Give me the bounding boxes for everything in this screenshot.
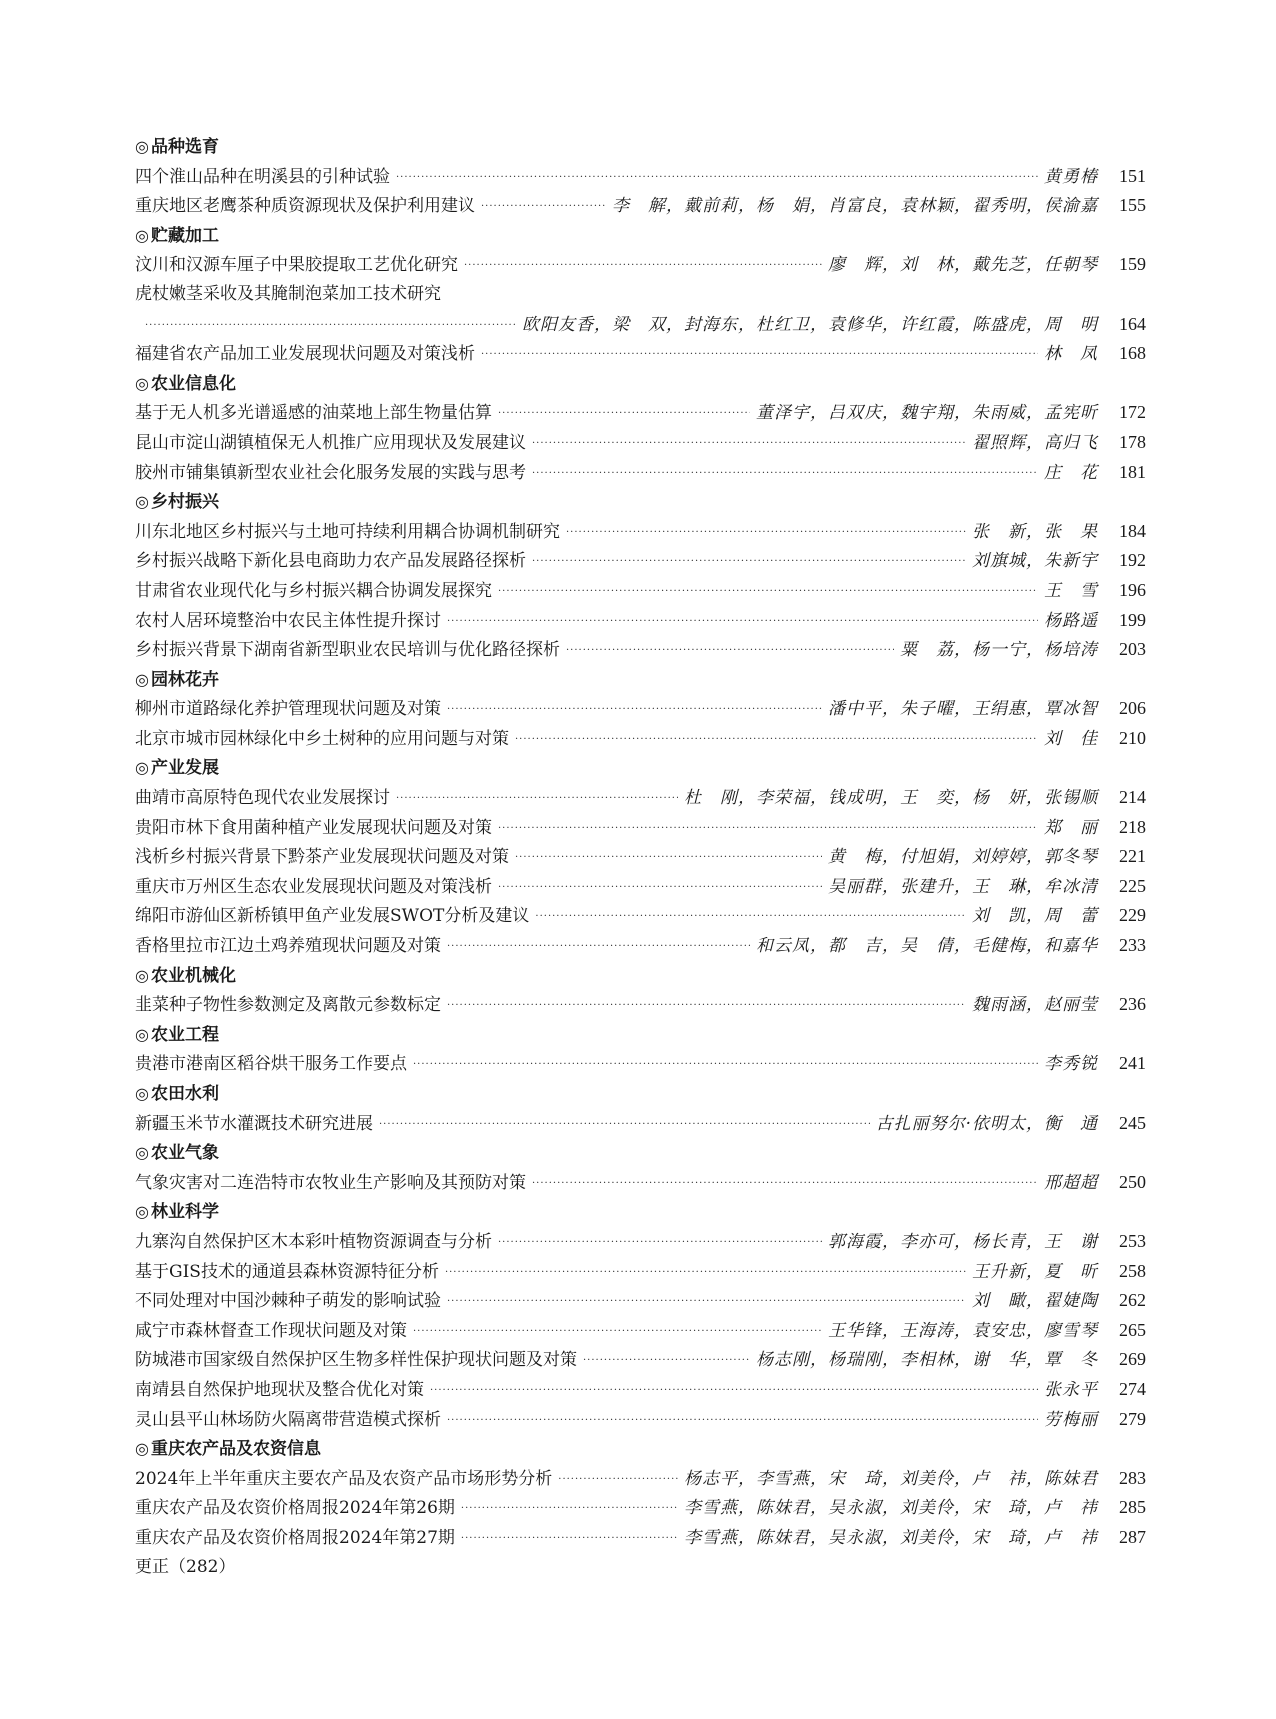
- toc-entry[interactable]: [135, 1257, 1146, 1287]
- entry-page: 218: [1119, 816, 1146, 837]
- toc-entry[interactable]: [135, 635, 1146, 665]
- section-title: 农业工程: [150, 1024, 219, 1045]
- section-mark-icon: ◎: [135, 492, 149, 512]
- entry-page: 229: [1119, 905, 1146, 926]
- entry-authors: 刘 佳: [1044, 728, 1098, 749]
- entry-title: 不同处理对中国沙棘种子萌发的影响试验: [135, 1291, 441, 1312]
- entry-title: 基于无人机多光谱遥感的油菜地上部生物量估算: [135, 403, 492, 424]
- leader-dots: [535, 902, 966, 932]
- entry-page: 269: [1119, 1349, 1146, 1370]
- entry-page: 250: [1119, 1171, 1146, 1192]
- leader-dots: [430, 1376, 1038, 1406]
- entry-page: 151: [1119, 165, 1146, 186]
- section-heading: [135, 132, 1146, 162]
- entry-title: 川东北地区乡村振兴与土地可持续利用耦合协调机制研究: [135, 521, 560, 542]
- entry-page: 265: [1119, 1319, 1146, 1340]
- toc-entry[interactable]: [135, 606, 1146, 636]
- entry-authors: 黄勇椿: [1044, 166, 1098, 187]
- entry-authors: 王升新，夏 昕: [972, 1261, 1098, 1282]
- entry-page: 210: [1119, 727, 1146, 748]
- entry-page: 164: [1119, 313, 1146, 334]
- section-mark-icon: ◎: [135, 758, 149, 778]
- leader-dots: [145, 311, 516, 341]
- entry-title: 香格里拉市江边土鸡养殖现状问题及对策: [135, 936, 441, 957]
- section-heading: [135, 369, 1146, 399]
- entry-authors: 李雪燕，陈妹君，吴永淑，刘美伶，宋 琦，卢 祎: [684, 1498, 1098, 1519]
- entry-page: 283: [1119, 1467, 1146, 1488]
- entry-authors: 林 凤: [1044, 344, 1098, 365]
- toc-entry[interactable]: [135, 931, 1146, 961]
- toc-entry[interactable]: [135, 517, 1146, 547]
- section-title: 重庆农产品及农资信息: [150, 1439, 321, 1460]
- entry-page: 181: [1119, 461, 1146, 482]
- leader-dots: [461, 1494, 678, 1524]
- section-heading: [135, 1079, 1146, 1109]
- entry-page: 233: [1119, 935, 1146, 956]
- entry-page: 225: [1119, 875, 1146, 896]
- toc-entry[interactable]: [135, 310, 1146, 340]
- entry-authors: 张 新，张 果: [972, 521, 1098, 542]
- table-of-contents: [135, 132, 1146, 1582]
- entry-authors: 董泽宇，吕双庆，魏宇翔，朱雨威，孟宪昕: [756, 403, 1098, 424]
- entry-page: 184: [1119, 520, 1146, 541]
- toc-entry[interactable]: [135, 280, 1146, 310]
- entry-page: 274: [1119, 1378, 1146, 1399]
- entry-authors: 杨志平，李雪燕，宋 琦，刘美伶，卢 祎，陈妹君: [684, 1468, 1098, 1489]
- section-title: 园林花卉: [150, 669, 219, 690]
- section-mark-icon: ◎: [135, 373, 149, 393]
- entry-authors: 庄 花: [1044, 462, 1098, 483]
- toc-entry[interactable]: [135, 398, 1146, 428]
- leader-dots: [558, 1465, 678, 1495]
- toc-entry[interactable]: [135, 1464, 1146, 1494]
- section-title: 产业发展: [150, 758, 219, 779]
- toc-entry[interactable]: [135, 1345, 1146, 1375]
- entry-title: 虎杖嫩茎采收及其腌制泡菜加工技术研究: [135, 283, 441, 304]
- section-title: 乡村振兴: [150, 492, 219, 513]
- section-title: 农田水利: [150, 1084, 219, 1104]
- section-mark-icon: ◎: [135, 1202, 149, 1222]
- section-title: 林业科学: [150, 1202, 219, 1223]
- entry-authors: 翟照辉，高归飞: [972, 432, 1098, 453]
- entry-title: 防城港市国家级自然保护区生物多样性保护现状问题及对策: [135, 1350, 577, 1371]
- entry-page: 285: [1119, 1497, 1146, 1518]
- toc-entry[interactable]: [135, 872, 1146, 902]
- entry-title: 浅析乡村振兴背景下黔茶产业发展现状问题及对策: [135, 847, 509, 868]
- entry-authors: 廖 辉，刘 林，戴先芝，任朝琴: [828, 255, 1098, 276]
- entry-title: 灵山县平山林场防火隔离带营造模式探析: [135, 1409, 441, 1430]
- toc-entry[interactable]: [135, 162, 1146, 192]
- entry-title: 咸宁市森林督查工作现状问题及对策: [135, 1320, 407, 1341]
- section-mark-icon: ◎: [135, 1439, 149, 1459]
- entry-page: 178: [1119, 431, 1146, 452]
- entry-title: 胶州市铺集镇新型农业社会化服务发展的实践与思考: [135, 462, 526, 483]
- toc-entry[interactable]: [135, 1168, 1146, 1198]
- toc-entry[interactable]: [135, 339, 1146, 369]
- toc-entry[interactable]: [135, 694, 1146, 724]
- entry-authors: 杨志刚，杨瑞刚，李相林，谢 华，覃 冬: [756, 1350, 1098, 1371]
- toc-entry[interactable]: [135, 1523, 1146, 1553]
- entry-page: 214: [1119, 787, 1146, 808]
- toc-entry[interactable]: [135, 990, 1146, 1020]
- section-heading: [135, 665, 1146, 695]
- leader-dots: [447, 1406, 1038, 1436]
- entry-authors: 郭海霞，李亦可，杨长青，王 谢: [828, 1231, 1098, 1252]
- entry-authors: 王华锋，王海涛，袁安忠，廖雪琴: [828, 1320, 1098, 1341]
- entry-title: 昆山市淀山湖镇植保无人机推广应用现状及发展建议: [135, 432, 526, 453]
- leader-dots: [481, 192, 606, 222]
- entry-page: 196: [1119, 579, 1146, 600]
- toc-entry[interactable]: [135, 901, 1146, 931]
- entry-authors: 李 解，戴前莉，杨 娟，肖富良，袁林颖，翟秀明，侯渝嘉: [612, 196, 1098, 217]
- leader-dots: [447, 607, 1038, 637]
- section-mark-icon: ◎: [135, 1084, 149, 1103]
- toc-entry[interactable]: [135, 842, 1146, 872]
- entry-authors: 刘 瞰，翟婕陶: [972, 1291, 1098, 1312]
- leader-dots: [464, 251, 822, 281]
- entry-title: 汶川和汉源车厘子中果胶提取工艺优化研究: [135, 255, 458, 276]
- entry-page: 262: [1119, 1290, 1146, 1311]
- leader-dots: [532, 429, 966, 459]
- section-title: 贮藏加工: [150, 225, 219, 246]
- section-mark-icon: ◎: [135, 137, 149, 156]
- entry-title: 北京市城市园林绿化中乡土树种的应用问题与对策: [135, 728, 509, 749]
- entry-title: 乡村振兴战略下新化县电商助力农产品发展路径探析: [135, 551, 526, 572]
- entry-page: 203: [1119, 639, 1146, 660]
- section-mark-icon: ◎: [135, 225, 149, 245]
- section-heading: [135, 1434, 1146, 1464]
- entry-authors: 王 雪: [1044, 580, 1098, 601]
- entry-authors: 李秀锐: [1044, 1054, 1098, 1075]
- leader-dots: [396, 163, 1038, 193]
- entry-authors: 李雪燕，陈妹君，吴永淑，刘美伶，宋 琦，卢 祎: [684, 1527, 1098, 1548]
- leader-dots: [583, 1346, 750, 1376]
- leader-dots: [413, 1317, 822, 1347]
- entry-title: 基于GIS技术的通道县森林资源特征分析: [135, 1261, 439, 1282]
- section-mark-icon: ◎: [135, 1143, 149, 1163]
- toc-entry[interactable]: [135, 1109, 1146, 1139]
- entry-page: 241: [1119, 1053, 1146, 1074]
- entry-page: 245: [1119, 1112, 1146, 1133]
- entry-authors: 张永平: [1044, 1379, 1098, 1400]
- entry-page: 159: [1119, 254, 1146, 275]
- entry-title: 贵阳市林下食用菌种植产业发展现状问题及对策: [135, 817, 492, 838]
- section-mark-icon: ◎: [135, 1024, 149, 1044]
- leader-dots: [498, 814, 1038, 844]
- entry-title: 重庆农产品及农资价格周报2024年第26期: [135, 1498, 455, 1519]
- entry-authors: 古扎丽努尔·依明太，衡 通: [875, 1113, 1098, 1134]
- toc-entry[interactable]: [135, 1286, 1146, 1316]
- leader-dots: [566, 636, 894, 666]
- leader-dots: [396, 784, 678, 814]
- entry-page: 192: [1119, 550, 1146, 571]
- toc-entry[interactable]: [135, 724, 1146, 754]
- entry-authors: 潘中平，朱子曜，王绢惠，覃冰智: [828, 699, 1098, 720]
- toc-entry[interactable]: [135, 1493, 1146, 1523]
- entry-authors: 刘旗城，朱新宇: [972, 551, 1098, 572]
- entry-authors: 杨路遥: [1044, 610, 1098, 631]
- section-heading: [135, 487, 1146, 517]
- entry-title: 柳州市道路绿化养护管理现状问题及对策: [135, 699, 441, 720]
- toc-entry[interactable]: [135, 783, 1146, 813]
- entry-authors: 和云凤，都 吉，吴 倩，毛健梅，和嘉华: [756, 936, 1098, 957]
- entry-page: 199: [1119, 609, 1146, 630]
- toc-entry[interactable]: [135, 1227, 1146, 1257]
- entry-title: 重庆地区老鹰茶种质资源现状及保护利用建议: [135, 196, 475, 217]
- section-title: 品种选育: [150, 137, 219, 157]
- section-title: 农业机械化: [150, 965, 236, 986]
- toc-entry[interactable]: [135, 1316, 1146, 1346]
- entry-title: 气象灾害对二连浩特市农牧业生产影响及其预防对策: [135, 1172, 526, 1193]
- section-heading: [135, 221, 1146, 251]
- entry-authors: 劳梅丽: [1044, 1409, 1098, 1430]
- leader-dots: [498, 399, 750, 429]
- toc-entry[interactable]: [135, 1049, 1146, 1079]
- toc-entry[interactable]: [135, 1375, 1146, 1405]
- leader-dots: [566, 518, 966, 548]
- leader-dots: [413, 1050, 1038, 1080]
- entry-page: 155: [1119, 195, 1146, 216]
- leader-dots: [532, 1169, 1038, 1199]
- entry-title: 贵港市港南区稻谷烘干服务工作要点: [135, 1054, 407, 1075]
- entry-page: 206: [1119, 698, 1146, 719]
- entry-page: 258: [1119, 1260, 1146, 1281]
- entry-title: 新疆玉米节水灌溉技术研究进展: [135, 1113, 373, 1134]
- entry-title: 农村人居环境整治中农民主体性提升探讨: [135, 610, 441, 631]
- entry-page: 221: [1119, 846, 1146, 867]
- leader-dots: [532, 547, 966, 577]
- entry-page: 168: [1119, 343, 1146, 364]
- entry-page: 172: [1119, 402, 1146, 423]
- entry-authors: 邢超超: [1044, 1172, 1098, 1193]
- leader-dots: [515, 725, 1038, 755]
- leader-dots: [445, 1258, 966, 1288]
- entry-page: 236: [1119, 994, 1146, 1015]
- entry-title: 四个淮山品种在明溪县的引种试验: [135, 166, 390, 187]
- entry-title: 九寨沟自然保护区木本彩叶植物资源调查与分析: [135, 1231, 492, 1252]
- leader-dots: [461, 1524, 678, 1554]
- entry-authors: 欧阳友香，梁 双，封海东，杜红卫，袁修华，许红霞，陈盛虎，周 明: [522, 314, 1098, 335]
- leader-dots: [532, 459, 1038, 489]
- entry-title: 乡村振兴背景下湖南省新型职业农民培训与优化路径探析: [135, 640, 560, 661]
- entry-authors: 郑 丽: [1044, 817, 1098, 838]
- section-heading: [135, 1020, 1146, 1050]
- entry-page: 287: [1119, 1526, 1146, 1547]
- toc-entry[interactable]: [135, 458, 1146, 488]
- entry-title: 韭菜种子物性参数测定及离散元参数标定: [135, 995, 441, 1016]
- entry-authors: 吴丽群，张建升，王 琳，牟冰清: [828, 876, 1098, 897]
- toc-entry[interactable]: [135, 191, 1146, 221]
- entry-title: 绵阳市游仙区新桥镇甲鱼产业发展SWOT分析及建议: [135, 906, 530, 927]
- leader-dots: [481, 340, 1038, 370]
- entry-title: 2024年上半年重庆主要农产品及农资产品市场形势分析: [135, 1468, 553, 1489]
- leader-dots: [379, 1110, 870, 1140]
- leader-dots: [447, 695, 822, 725]
- leader-dots: [447, 1287, 966, 1317]
- toc-entry[interactable]: [135, 576, 1146, 606]
- entry-title: 甘肃省农业现代化与乡村振兴耦合协调发展探究: [135, 580, 492, 601]
- correction-note: 更正（282）: [135, 1556, 236, 1577]
- toc-entry[interactable]: [135, 1405, 1146, 1435]
- leader-dots: [515, 843, 822, 873]
- section-mark-icon: ◎: [135, 669, 149, 689]
- leader-dots: [447, 932, 750, 962]
- section-heading: [135, 1138, 1146, 1168]
- toc-entry[interactable]: [135, 250, 1146, 280]
- section-title: 农业信息化: [150, 373, 236, 394]
- section-mark-icon: ◎: [135, 965, 149, 985]
- leader-dots: [498, 577, 1038, 607]
- entry-page: 279: [1119, 1408, 1146, 1429]
- entry-title: 南靖县自然保护地现状及整合优化对策: [135, 1379, 424, 1400]
- leader-dots: [498, 1228, 822, 1258]
- leader-dots: [447, 991, 966, 1021]
- entry-authors: 黄 梅，付旭娟，刘婷婷，郭冬琴: [828, 847, 1098, 868]
- section-heading: [135, 1197, 1146, 1227]
- section-heading: [135, 961, 1146, 991]
- section-heading: [135, 753, 1146, 783]
- entry-title: 重庆农产品及农资价格周报2024年第27期: [135, 1527, 455, 1548]
- toc-entry[interactable]: [135, 428, 1146, 458]
- entry-authors: 魏雨涵，赵丽莹: [972, 995, 1098, 1016]
- entry-authors: 粟 荔，杨一宁，杨培涛: [900, 640, 1098, 661]
- section-title: 农业气象: [150, 1143, 219, 1164]
- leader-dots: [498, 873, 822, 903]
- entry-authors: 杜 刚，李荣福，钱成明，王 奕，杨 妍，张锡顺: [684, 788, 1098, 809]
- entry-title: 福建省农产品加工业发展现状问题及对策浅析: [135, 344, 475, 365]
- toc-entry[interactable]: [135, 546, 1146, 576]
- entry-title: 曲靖市高原特色现代农业发展探讨: [135, 788, 390, 809]
- entry-title: 重庆市万州区生态农业发展现状问题及对策浅析: [135, 876, 492, 897]
- entry-authors: 刘 凯，周 蕾: [972, 906, 1098, 927]
- entry-page: 253: [1119, 1230, 1146, 1251]
- toc-entry[interactable]: [135, 813, 1146, 843]
